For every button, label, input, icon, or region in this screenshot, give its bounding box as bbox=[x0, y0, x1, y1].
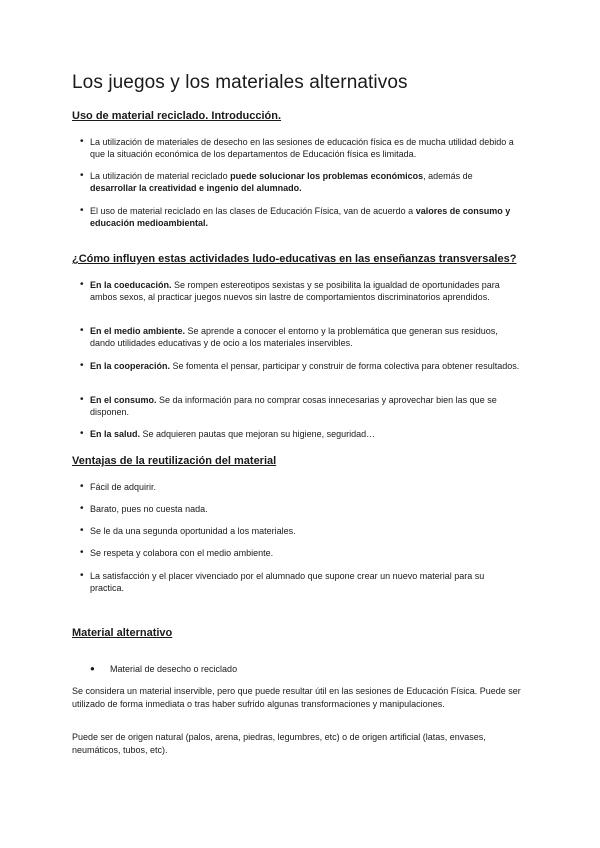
list-item-bold: desarrollar la creatividad e ingenio del alumnado. bbox=[90, 183, 302, 193]
list-item bbox=[80, 136, 520, 160]
list-item-text: Material de desecho o reciclado bbox=[110, 664, 238, 674]
list-item bbox=[80, 360, 520, 372]
list-item-bold: En el medio ambiente. bbox=[90, 326, 186, 336]
list-item-text: La utilización de materiales de desecho en las sesiones de educación física es de mucha utilidad debido a que la situación económica de los departamentos de Educación física es limitada. bbox=[90, 137, 514, 159]
list-item-text: Se rompen estereotipos sexistas y se posibilita la igualdad de oportunidades para ambos sexos, al practicar juegos nuevos sin lastre de comportamientos discriminatorios aprendidos. bbox=[90, 280, 500, 302]
list-item-bold: En la cooperación. bbox=[90, 361, 171, 371]
page-title: Los juegos y los materiales alternativos bbox=[72, 72, 408, 93]
list-item-bold: En la salud. bbox=[90, 429, 141, 439]
list-item-text: Se adquieren pautas que mejoran su higiene, seguridad… bbox=[140, 429, 376, 439]
section-heading-transversales: ¿Cómo influyen estas actividades ludo-educativas en las enseñanzas transversales? bbox=[72, 253, 517, 265]
list-item-text: , además de bbox=[423, 171, 473, 181]
list-item-text: Barato, pues no cuesta nada. bbox=[90, 504, 208, 514]
list-item-text: Se respeta y colabora con el medio ambiente. bbox=[90, 548, 274, 558]
list-item-text: Se fomenta el pensar, participar y construir de forma colectiva para obtener resultados. bbox=[170, 361, 520, 371]
list-item-text: El uso de material reciclado en las clases de Educación Física, van de acuerdo a bbox=[90, 206, 416, 216]
section-heading-reciclado: Uso de material reciclado. Introducción. bbox=[72, 110, 282, 122]
bullet-icon: ● bbox=[90, 664, 95, 673]
paragraph: Se considera un material inservible, pero que puede resultar útil en las sesiones de Educación Física. Puede ser utilizado de forma inmediata o tras haber sufrido algunas transformaciones y manipulaciones. bbox=[72, 686, 521, 709]
paragraph: Puede ser de origen natural (palos, arena, piedras, legumbres, etc) o de origen artificial (latas, envases, neumáticos, tubos, etc). bbox=[72, 732, 486, 755]
list-item bbox=[80, 394, 520, 418]
list-item-text: Se le da una segunda oportunidad a los materiales. bbox=[90, 526, 296, 536]
list-item bbox=[80, 279, 520, 303]
list-item bbox=[80, 570, 520, 594]
list-item-bold: En la coeducación. bbox=[90, 280, 172, 290]
list-item-text: Fácil de adquirir. bbox=[90, 482, 157, 492]
list-item bbox=[80, 170, 520, 194]
list-item-bold: En el consumo. bbox=[90, 395, 157, 405]
list-item-bold: valores de consumo y educación medioambiental. bbox=[90, 206, 511, 228]
list-item bbox=[80, 205, 520, 229]
list-item-text: La satisfacción y el placer vivenciado por el alumnado que supone crear un nuevo material para su practica. bbox=[90, 571, 485, 593]
list-item bbox=[80, 503, 520, 515]
list-item-text: La utilización de material reciclado bbox=[90, 171, 231, 181]
list-item-text: Se da información para no comprar cosas innecesarias y aprovechar bien las que se disponen. bbox=[90, 395, 497, 417]
list-item bbox=[80, 428, 520, 440]
list-item-text: Se aprende a conocer el entorno y la problemática que generan sus residuos, dando utilidades educativas y de ocio a los materiales inservibles. bbox=[90, 326, 498, 348]
section-heading-material-alternativo: Material alternativo bbox=[72, 627, 173, 639]
list-item bbox=[80, 547, 520, 559]
list-item bbox=[80, 325, 520, 349]
section-heading-ventajas: Ventajas de la reutilización del material bbox=[72, 455, 277, 467]
list-item bbox=[80, 525, 520, 537]
list-item bbox=[80, 481, 520, 493]
list-item-bold: puede solucionar los problemas económicos bbox=[230, 171, 424, 181]
